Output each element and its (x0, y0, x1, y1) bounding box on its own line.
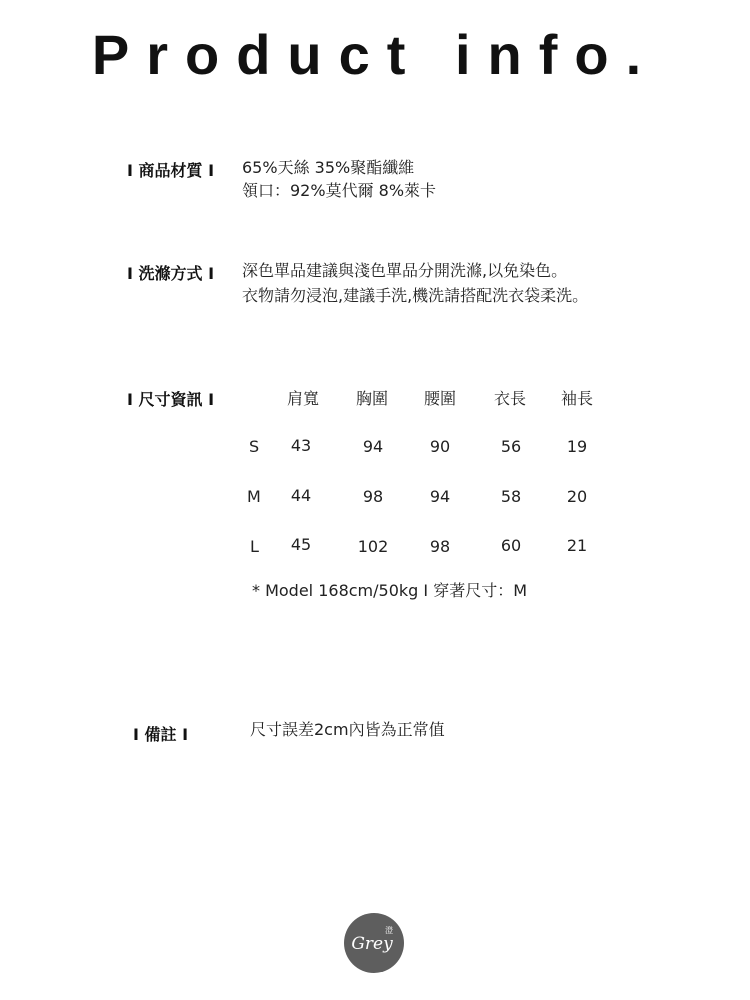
care-line-1: 深色單品建議與淺色單品分開洗滌,以免染色。 (242, 261, 568, 280)
logo-script-text: Grey (351, 934, 393, 954)
brand-logo (344, 913, 404, 973)
column-header-chest: 胸圍 (355, 389, 388, 408)
table-cell: 60 (500, 536, 522, 555)
brand-logo-mark (344, 913, 404, 973)
table-cell: 45 (290, 535, 312, 554)
table-cell: 94 (362, 437, 384, 456)
table-cell: 43 (290, 436, 312, 455)
material-label: I 商品材質 I (127, 161, 215, 180)
column-header-waist: 腰圍 (423, 389, 456, 408)
table-cell: 19 (566, 437, 588, 456)
table-cell: 21 (566, 536, 588, 555)
column-header-shoulder: 肩寬 (286, 389, 319, 408)
notes-text: 尺寸誤差2cm內皆為正常值 (250, 720, 445, 739)
notes-label: I 備註 I (133, 725, 189, 744)
table-cell: 90 (429, 437, 451, 456)
table-cell: 58 (500, 487, 522, 506)
care-line-2: 衣物請勿浸泡,建議手洗,機洗請搭配洗衣袋柔洗。 (242, 286, 589, 305)
row-size-label: S (249, 437, 260, 456)
material-line-2: 領口：92%莫代爾 8%萊卡 (242, 181, 437, 200)
table-cell: 44 (290, 486, 312, 505)
model-note: * Model 168cm/50kg I 穿著尺寸：M (252, 581, 528, 600)
table-cell: 98 (362, 487, 384, 506)
material-line-1: 65%天絲 35%聚酯纖維 (242, 158, 415, 177)
column-header-length: 衣長 (493, 389, 526, 408)
logo-accent-char: 澄 (385, 926, 393, 935)
table-cell: 20 (566, 487, 588, 506)
table-cell: 56 (500, 437, 522, 456)
size-label: I 尺寸資訊 I (127, 390, 215, 409)
care-label: I 洗滌方式 I (127, 264, 215, 283)
page-title: Product info. (91, 23, 659, 86)
table-cell: 102 (357, 537, 389, 556)
row-size-label: M (247, 487, 261, 506)
column-header-sleeve: 袖長 (560, 389, 593, 408)
table-cell: 94 (429, 487, 451, 506)
table-cell: 98 (429, 537, 451, 556)
row-size-label: L (250, 537, 259, 556)
